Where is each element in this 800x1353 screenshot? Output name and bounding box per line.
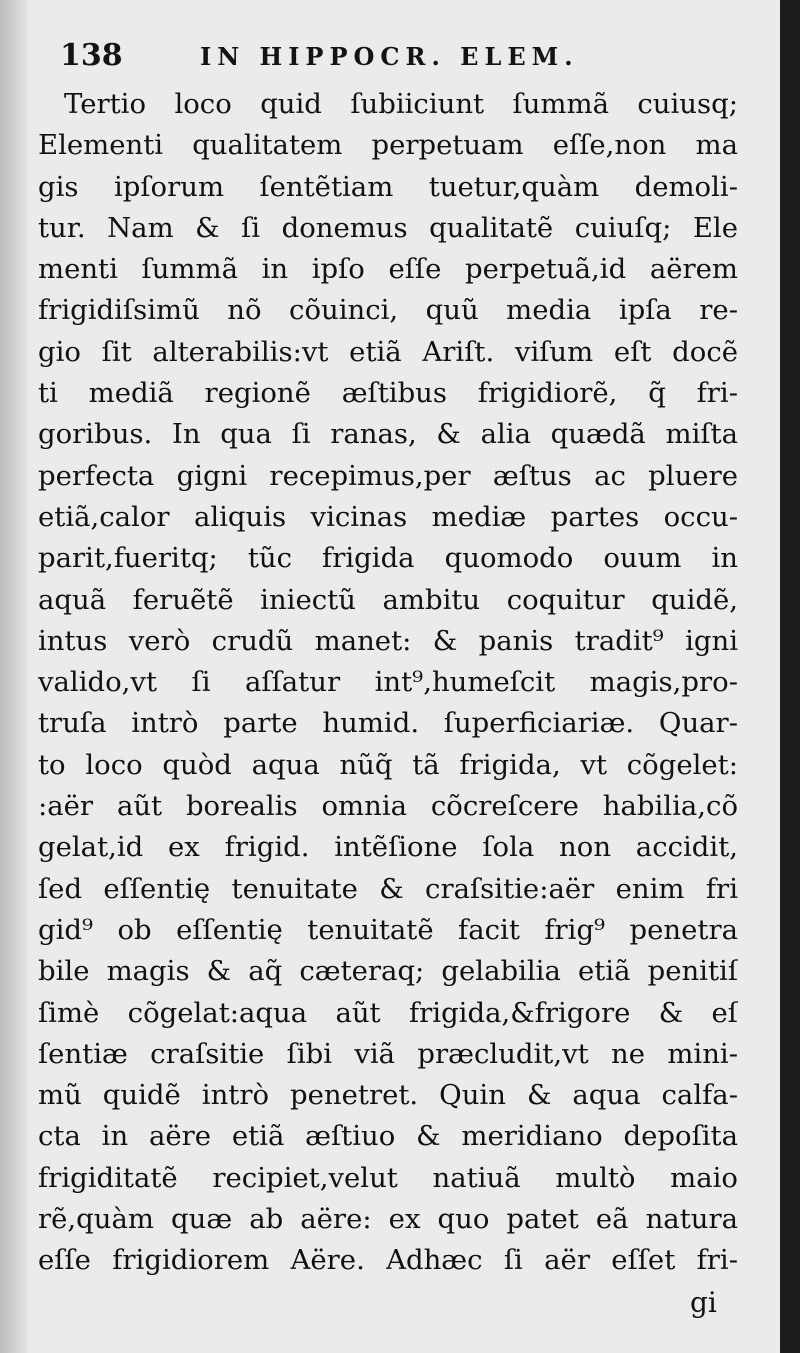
text-line: gid⁹ ob eſſentię tenuitatẽ facit frig⁹ penetra: [38, 913, 738, 946]
running-title: IN HIPPOCR. ELEM.: [200, 42, 579, 71]
text-line: gis ipſorum ſentẽtiam tuetur,quàm demoli-: [38, 170, 738, 203]
text-line: Tertio loco quid ſubiiciunt ſummã cuiusq;: [64, 88, 738, 120]
text-line: perfecta gigni recepimus,per æſtus ac pluere: [38, 459, 738, 492]
text-line: gio ſit alterabilis:vt etiã Ariſt. viſum eſt docẽ: [38, 335, 738, 368]
text-line: frigidiſsimũ nõ cõuinci, quũ media ipſa re-: [38, 294, 738, 327]
text-line: truſa intrò parte humid. ſuperficiariæ. Quar-: [38, 707, 738, 740]
text-line: rẽ,quàm quæ ab aëre: ex quo patet eã natura: [38, 1203, 738, 1236]
text-line: intus verò crudũ manet: & panis tradit⁹ igni: [38, 624, 738, 657]
text-line: gelat,id ex frigid. intẽſione ſola non accidit,: [38, 831, 738, 864]
text-line: menti ſummã in ipſo eſſe perpetuã,id aërem: [38, 253, 738, 286]
page-gutter-shadow: [0, 0, 28, 1353]
text-line: tur. Nam & ſi donemus qualitatẽ cuiuſq; Ele: [38, 211, 738, 244]
text-line: ti mediã regionẽ æſtibus frigidiorẽ, q̃ fri-: [38, 377, 738, 410]
text-line: mũ quidẽ intrò penetret. Quin & aqua calfa-: [38, 1079, 738, 1112]
text-line: etiã,calor aliquis vicinas mediæ partes occu-: [38, 500, 738, 533]
text-line: ſentiæ craſsitie ſibi viã præcludit,vt ne mini-: [38, 1037, 738, 1070]
page-edge-shadow: [780, 0, 800, 1353]
text-line: parit,fueritq; tũc frigida quomodo ouum in: [38, 542, 738, 575]
text-line: frigiditatẽ recipiet,velut natiuã multò maio: [38, 1161, 738, 1194]
text-line: goribus. In qua ſi ranas, & alia quædã miſta: [38, 418, 738, 451]
text-line: aquã feruẽtẽ iniectũ ambitu coquitur quidẽ,: [38, 583, 738, 616]
page-number: 138: [60, 38, 123, 73]
text-line: valido,vt ſi aſſatur int⁹,humeſcit magis,pro-: [38, 666, 738, 699]
text-line: Elementi qualitatem perpetuam eſſe,non ma: [38, 129, 738, 162]
text-line: ſed eſſentię tenuitate & craſsitie:aër enim fri: [38, 872, 738, 905]
running-head: [60, 38, 740, 84]
text-line: ſimè cõgelat:aqua aũt frigida,&frigore & eſ: [38, 996, 738, 1029]
text-line: eſſe frigidiorem Aëre. Adhæc ſi aër eſſet fri-: [38, 1244, 738, 1277]
catchword: gi: [690, 1286, 717, 1319]
text-line: cta in aëre etiã æſtiuo & meridiano depoſita: [38, 1120, 738, 1153]
text-line: bile magis & aq̃ cæteraq; gelabilia etiã penitiſ: [38, 955, 738, 988]
text-line: :aër aũt borealis omnia cõcreſcere habilia,cõ: [38, 790, 738, 823]
body-text: [38, 84, 738, 1282]
text-line: to loco quòd aqua nũq̃ tã frigida, vt cõgelet:: [38, 748, 738, 781]
